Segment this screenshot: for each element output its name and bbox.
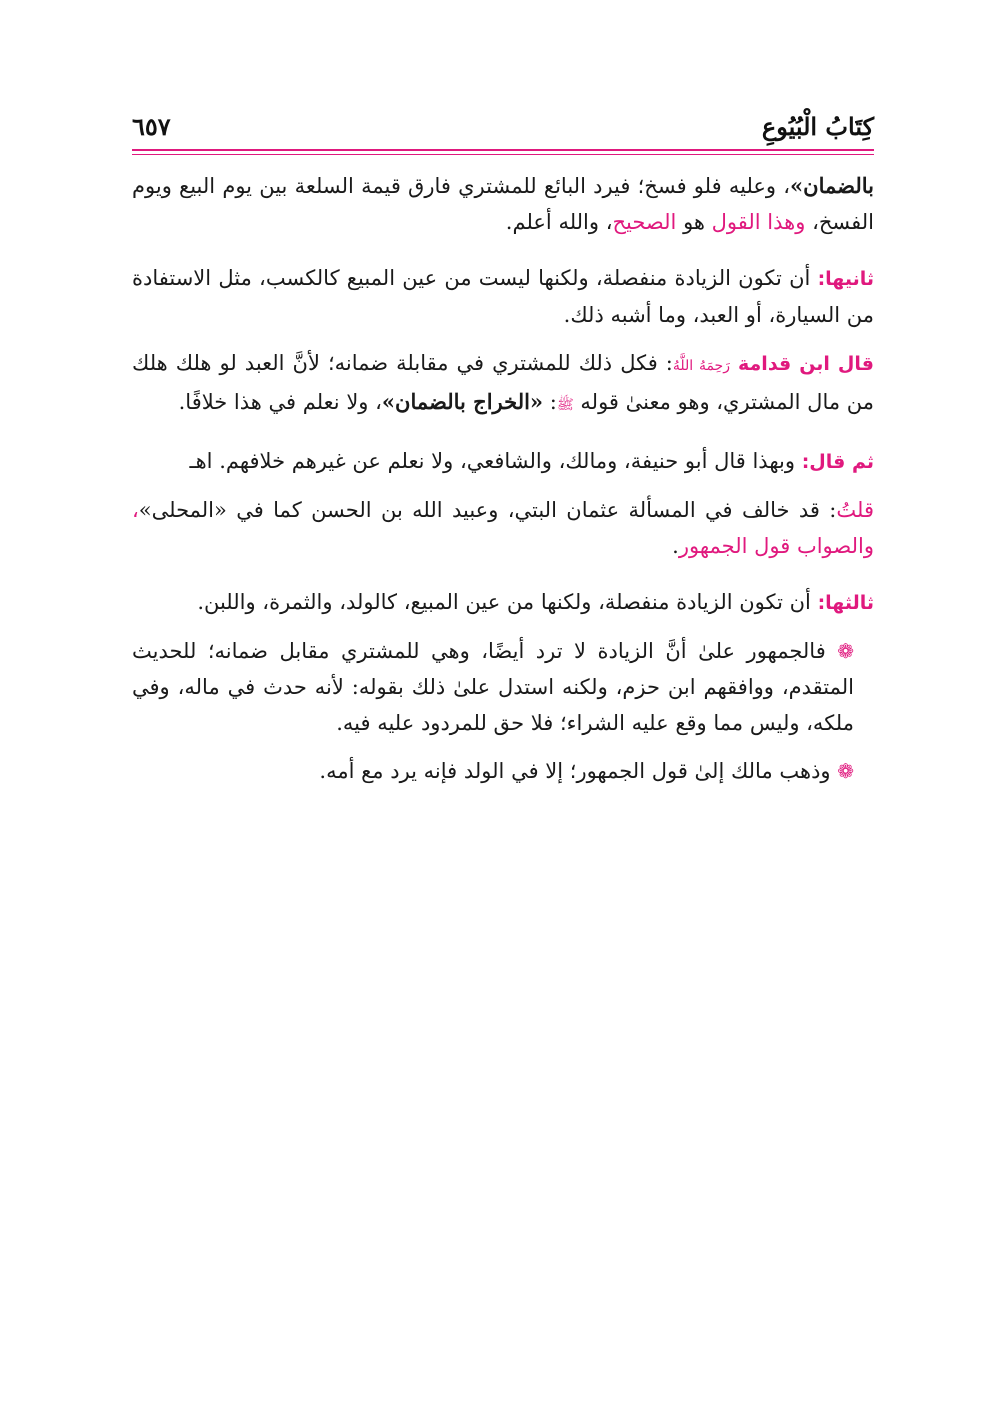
paragraph-7 (132, 633, 874, 741)
highlight-phrase: وهذا القول (711, 210, 806, 234)
page-header (132, 112, 874, 152)
paragraph-5 (132, 492, 874, 564)
chapter-title: كِتَابُ الْبُيُوعِ (761, 112, 874, 141)
salutation-symbol: ﷺ (556, 397, 574, 413)
paragraph-3 (132, 345, 874, 423)
author-note-label: قلتُ (836, 498, 874, 522)
paragraph-1 (132, 168, 874, 240)
honorific-symbol: رَحِمَهُ اللَّهُ (672, 358, 730, 374)
page-body (132, 168, 874, 809)
flower-bullet-icon: ❁ (837, 759, 854, 783)
paragraph-text: وذهب مالك إلىٰ قول الجمهور؛ إلا في الولد فإنه يرد مع أمه. (319, 759, 838, 783)
section-label: ثالثها: (817, 592, 874, 614)
header-rule-thick (132, 149, 874, 151)
highlight-phrase: ، والصواب قول الجمهور (132, 498, 874, 558)
highlight-word: الصحيح (612, 210, 677, 234)
paragraph-4 (132, 443, 874, 480)
paragraph-6 (132, 584, 874, 621)
paragraph-text: : قد خالف في المسألة عثمان البتي، وعبيد الله بن الحسن كما في «المحلى» (138, 498, 837, 522)
paragraph-text: هو (676, 210, 712, 234)
quote-label: ثم قال: (801, 451, 874, 473)
paragraph-text: : فكل ذلك للمشتري في مقابلة ضمانه؛ لأنَّ العبد لو هلك هلك من مال المشتري، وهو معنىٰ قوله (132, 351, 874, 414)
paragraph-text: أن تكون الزيادة منفصلة، ولكنها من عين المبيع، كالولد، والثمرة، واللبن. (197, 590, 818, 614)
paragraph-2 (132, 260, 874, 333)
page-number: ٦٥٧ (132, 112, 171, 141)
paragraph-text: ، ولا نعلم في هذا خلافًا. (178, 390, 382, 414)
paragraph-text: : (543, 390, 557, 414)
hadith-phrase: بالضمان» (790, 173, 874, 198)
section-label: ثانيها: (817, 268, 874, 290)
paragraph-text: ، وعليه فلو فسخ؛ فيرد البائع للمشتري فارق قيمة السلعة بين يوم البيع ويوم الفسخ، (132, 174, 874, 234)
quote-label: قال ابن قدامة (738, 353, 874, 375)
paragraph-8 (132, 753, 874, 789)
hadith-quote: «الخراج بالضمان» (381, 389, 544, 414)
paragraph-text: . (672, 534, 679, 558)
paragraph-text: وبهذا قال أبو حنيفة، ومالك، والشافعي، ولا نعلم عن غيرهم خلافهم. اهـ (189, 449, 802, 473)
paragraph-text: ، والله أعلم. (505, 210, 613, 234)
paragraph-text: أن تكون الزيادة منفصلة، ولكنها ليست من عين المبيع كالكسب، مثل الاستفادة من السيارة، أو العبد، وما أشبه ذلك. (132, 266, 874, 327)
flower-bullet-icon: ❁ (837, 639, 854, 663)
header-rule-thin (132, 154, 874, 155)
paragraph-text: فالجمهور علىٰ أنَّ الزيادة لا ترد أيضًا، وهي للمشتري مقابل ضمانه؛ للحديث المتقدم، ووافقهم ابن حزم، ولكنه استدل علىٰ ذلك بقوله: لأنه حدث في ماله، وفي ملكه، وليس مما وقع عليه الشراء؛ فلا حق للمردود عليه فيه. (132, 639, 854, 735)
